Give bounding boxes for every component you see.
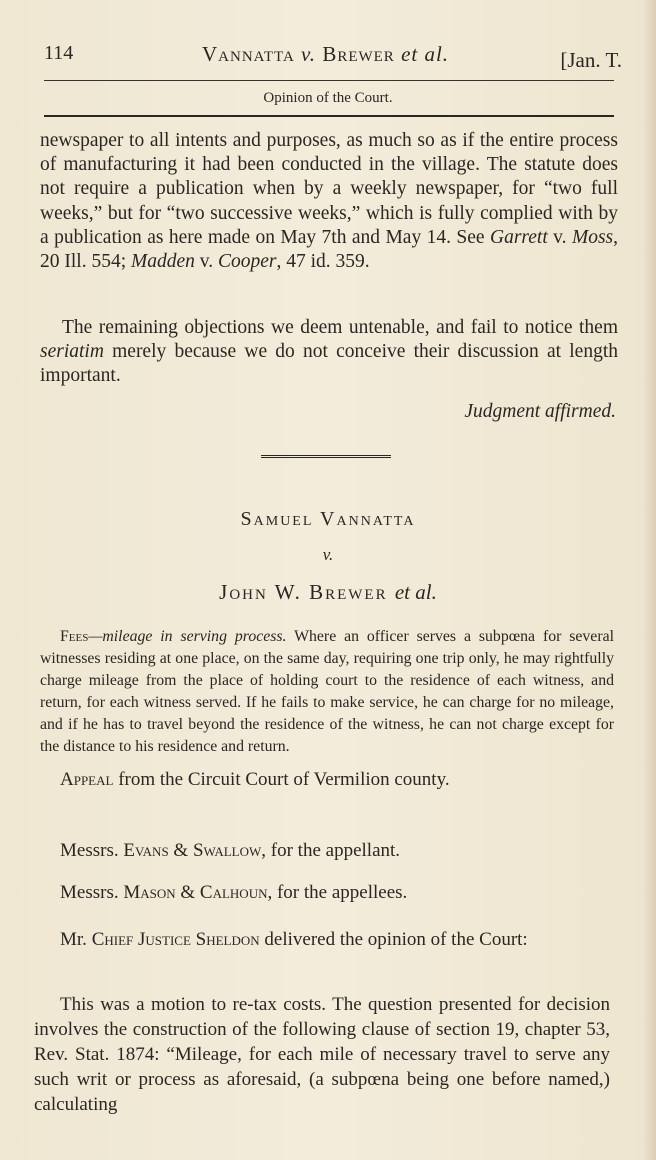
counsel-names: Evans & Swallow [123, 840, 262, 861]
appeal-label: Appeal [60, 769, 114, 790]
running-title [202, 42, 449, 67]
citation-v: v. [194, 251, 219, 273]
counsel-names: Mason & Calhoun [123, 882, 268, 903]
case-plaintiff: Samuel Vannatta [240, 508, 416, 530]
case-defendant [0, 580, 656, 605]
citation-party: Madden [131, 251, 195, 273]
counsel-appellees [60, 882, 407, 904]
judgment-line: Judgment affirmed. [464, 401, 616, 422]
opinion-judge: Chief Justice Sheldon [91, 929, 260, 950]
citation-party: Garrett [489, 226, 548, 248]
citation-party: Cooper [218, 251, 277, 273]
headnote-subtopic: —mileage in serving process. [88, 628, 287, 645]
opinion-intro-text: delivered the opinion of the Court: [259, 929, 528, 950]
opinion-intro [40, 928, 610, 952]
case-versus: v. [322, 545, 334, 564]
running-title-plaintiff: Vannatta [202, 42, 295, 66]
citation-reporter: , 47 id. 359. [276, 251, 370, 273]
headnote-text: Where an officer serves a subpœna for several witnesses residing at one place, on the same day, requiring one trip only, he may rightfully charge mileage from the place of holding court to the residence of each witness, and return, for each witness served. If he fails to make service, he can charge for no mileage, and if he has to travel beyond the residence of the witness, he can not charge except for the distance to his residence and return. [40, 628, 614, 755]
remaining-objections-paragraph [40, 316, 618, 389]
page-header [44, 42, 622, 82]
running-title-defendant: Brewer [322, 42, 395, 66]
paragraph-text: merely because we do not conceive their discussion at length important. [40, 341, 618, 387]
case-defendant-etal: et al. [394, 580, 437, 604]
counsel-prefix: Messrs. [60, 882, 124, 903]
case-defendant-name: John W. Brewer [219, 580, 388, 604]
running-title-etal: et al. [401, 42, 450, 66]
counsel-role: , for the appellees. [267, 882, 408, 903]
case-separator-rule [261, 455, 391, 458]
citation-party: Moss [571, 226, 614, 248]
opinion-intro-prefix: Mr. [60, 929, 92, 950]
appeal-line [60, 769, 450, 791]
counsel-appellant [60, 840, 400, 862]
section-subhead: Opinion of the Court. [263, 90, 393, 106]
appeal-text: from the Circuit Court of Vermilion county. [113, 769, 450, 790]
paragraph-text: The remaining objections we deem untenable, and fail to notice them [62, 317, 618, 338]
latin-term: seriatim [40, 341, 104, 363]
running-title-v: v. [301, 42, 317, 66]
header-rule-bottom [44, 115, 614, 117]
headnote-topic: Fees [60, 628, 89, 645]
continuation-paragraph [40, 129, 618, 274]
syllabus-headnote [40, 626, 614, 758]
opinion-paragraph: This was a motion to re-tax costs. The question presented for decision involves the construction of the following clause of section 19, chapter 53, Rev. Stat. 1874: “Mileage, for each mile of necessary travel to serve any such writ or process as aforesaid, (a subpœna being one before named,) calculating [34, 994, 610, 1115]
header-rule-top [44, 80, 614, 81]
term-label: [Jan. T. [560, 48, 622, 72]
citation-reporter: , 20 Ill. 554; [40, 226, 618, 273]
counsel-prefix: Messrs. [60, 840, 124, 861]
citation-v: v. [547, 226, 572, 248]
continuation-text: newspaper to all intents and purposes, as much so as if the entire process of manufacturing it had been conducted in the village. The statute does not require a publication when by a weekly newspaper, for “two full weeks,” but for “two successive weeks,” which is fully complied with by a publication as here made on May 7th and May 14. See [40, 130, 618, 248]
counsel-role: , for the appellant. [261, 840, 401, 861]
page-number: 114 [44, 42, 74, 64]
